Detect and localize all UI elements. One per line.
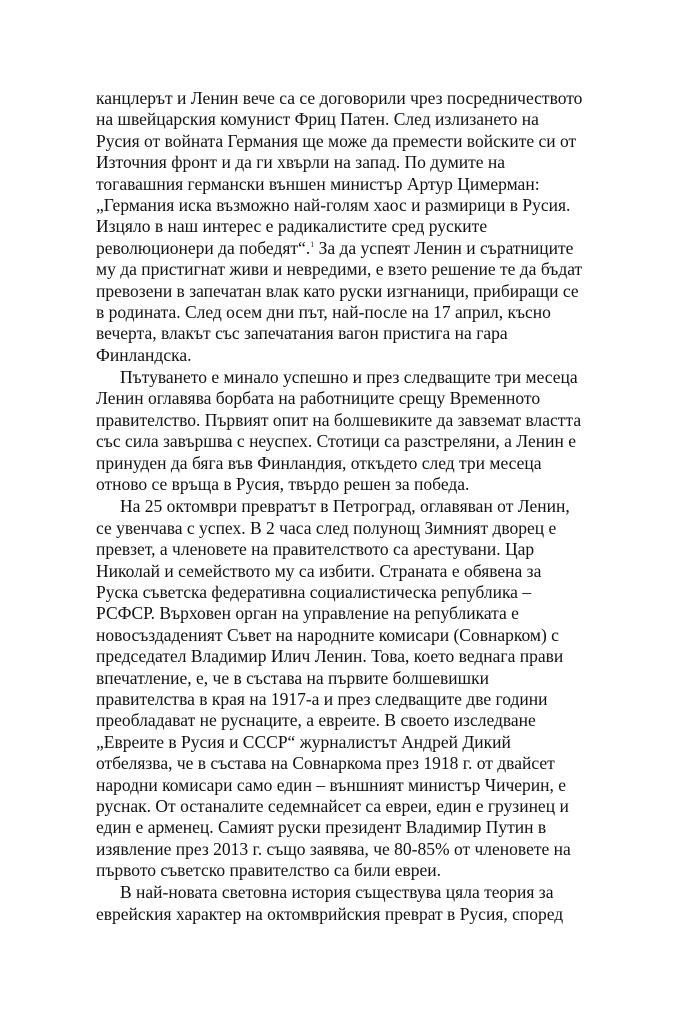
footnote-marker[interactable]: 1 <box>310 239 315 249</box>
text-line: канцлерът и Ленин вече са се договорили чрез посредничеството <box>96 88 583 108</box>
text-line: Николай и семейството му са избити. Страната е обявена за <box>96 560 542 581</box>
text-line: впечатление, е, че в състава на първите болшевишки <box>96 667 489 688</box>
text-segment: революционери да победят“. <box>96 237 311 258</box>
text-line: „Германия иска възможно най-голям хаос и размирици в Русия. <box>96 194 571 215</box>
text-line: правителство. Първият опит на болшевиките да завземат властта <box>96 409 582 430</box>
text-line: отбелязва, че в състава на Совнаркома през 1918 г. от двайсет <box>96 753 555 774</box>
paragraph <box>96 88 612 366</box>
text-line: руснак. От останалите седемнайсет са евреи, един е грузинец и <box>96 795 569 816</box>
paragraph <box>96 882 612 925</box>
text-line: преобладават не руснаците, а евреите. В своето изследване <box>96 710 536 731</box>
text-line: Русия от войната Германия ще може да премести войските си от <box>96 130 577 151</box>
text-line: РСФСР. Върховен орган на управление на републиката е <box>96 603 519 624</box>
text-line: вечерта, влакът със запечатания вагон пристига на гара <box>96 323 508 344</box>
text-line: Пътуването е минало успешно и през следващите три месеца <box>120 367 578 388</box>
text-line: Изцяло в наш интерес е радикалистите сред руските <box>96 216 488 237</box>
text-line: еврейския характер на октомврийския преврат в Русия, според <box>96 903 564 924</box>
text-line: На 25 октомври превратът в Петроград, оглавяван от Ленин, <box>120 496 570 517</box>
text-line: се увенчава с успех. В 2 часа след полунощ Зимният дворец е <box>96 517 557 538</box>
text-line: Финландска. <box>96 344 192 365</box>
text-line: народни комисари само един – външният министър Чичерин, е <box>96 774 567 795</box>
text-line: Ленин оглавява борбата на работниците срещу Временното <box>96 388 541 409</box>
text-line: „Евреите в Русия и СССР“ журналистът Андрей Дикий <box>96 731 511 752</box>
text-line: тогавашния германски външен министър Артур Цимерман: <box>96 173 540 194</box>
text-line: председател Владимир Илич Ленин. Това, което веднага прави <box>96 646 564 667</box>
text-line: принуден да бяга във Финландия, откъдето след три месеца <box>96 452 542 473</box>
text-line: Източния фронт и да ги хвърли на запад. По думите на <box>96 152 506 173</box>
text-line: превозени в запечатан влак като руски изгнаници, прибиращи се <box>96 280 579 301</box>
text-segment: За да успеят Ленин и съратниците <box>314 237 574 258</box>
text-line: новосъздаденият Съвет на народните комисари (Совнарком) с <box>96 624 559 645</box>
text-line: на швейцарския комунист Фриц Патен. След излизането на <box>96 109 539 130</box>
text-line: В най-новата световна история съществува цяла теория за <box>120 882 554 903</box>
text-line: изявление през 2013 г. също заявява, че 80-85% от членовете на <box>96 838 571 859</box>
text-line: превзет, а членовете на правителството са арестувани. Цар <box>96 539 535 560</box>
text-line: му да пристигнат живи и невредими, е взето решение те да бъдат <box>96 259 583 280</box>
text-line: Руска съветска федеративна социалистическа република – <box>96 581 532 602</box>
text-line: правителства в края на 1917-а и през следващите две години <box>96 688 548 709</box>
body-text <box>96 88 612 925</box>
text-line: първото съветско правителство са били евреи. <box>96 860 441 881</box>
text-line: отново се връща в Русия, твърдо решен за победа. <box>96 474 470 495</box>
paragraph <box>96 496 612 881</box>
paragraph <box>96 367 612 495</box>
text-line: един е арменец. Самият руски президент Владимир Путин в <box>96 817 547 838</box>
text-line: в родината. След осем дни път, най-после на 17 април, късно <box>96 301 551 322</box>
text-line-with-footnote <box>96 238 612 259</box>
text-line: със сила завършва с неуспех. Стотици са разстреляни, а Ленин е <box>96 431 577 452</box>
